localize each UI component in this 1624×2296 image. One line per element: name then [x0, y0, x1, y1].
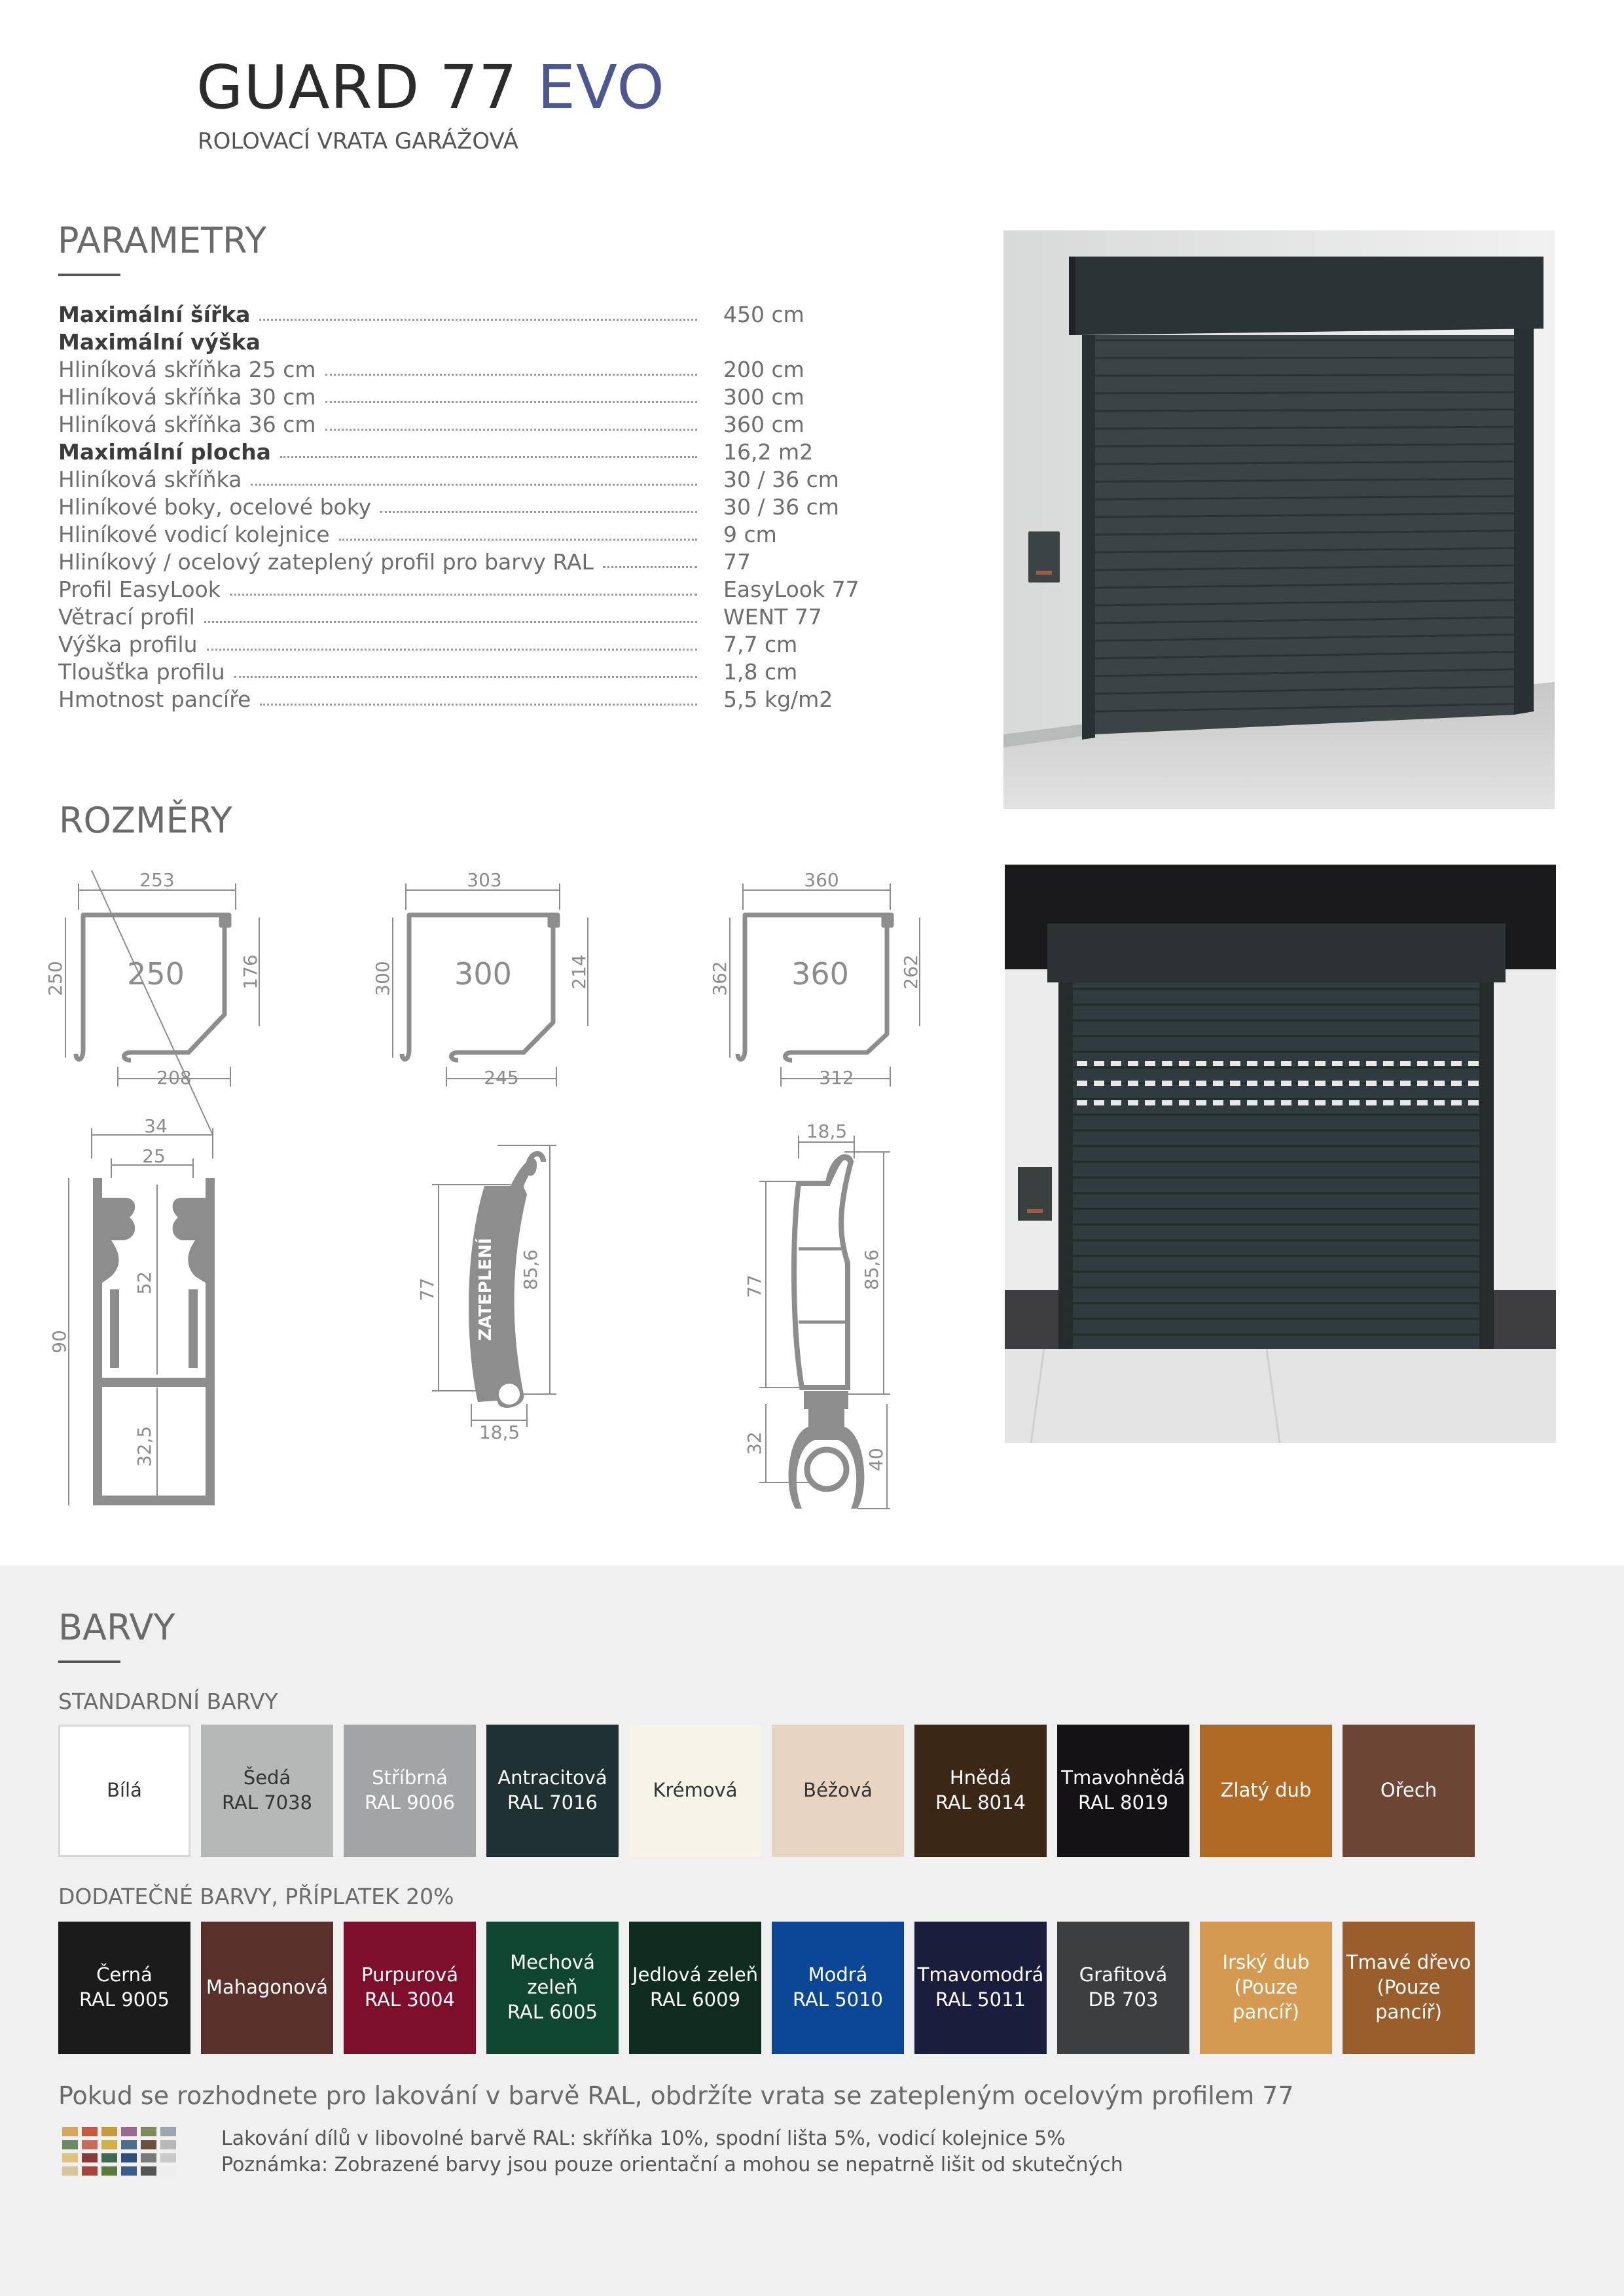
- param-label: Výška profilu: [58, 632, 198, 657]
- color-swatch: [486, 1922, 619, 2054]
- param-label: Profil EasyLook: [58, 577, 221, 602]
- title-accent: EVO: [537, 52, 665, 122]
- photo-ventilated-door: [1005, 865, 1556, 1443]
- standard-colors-label: STANDARDNÍ BARVY: [58, 1689, 278, 1714]
- param-value: 300 cm: [723, 384, 804, 410]
- params-heading: PARAMETRY: [58, 220, 267, 261]
- color-code: (Pouze pancíř): [1233, 1976, 1299, 2023]
- dim-box2-height: 300: [372, 961, 393, 996]
- color-swatch: [344, 1725, 476, 1857]
- color-name: Antracitová: [497, 1767, 607, 1789]
- photo-closed-door: [1003, 230, 1555, 809]
- param-row: [58, 575, 876, 602]
- color-name: Irský dub: [1222, 1951, 1310, 1974]
- color-swatch: [1343, 1725, 1475, 1857]
- params-rule: [58, 274, 120, 276]
- rail-upper: 52: [134, 1271, 155, 1295]
- colors-rule: [58, 1660, 120, 1663]
- dim-box1-height: 250: [45, 961, 66, 996]
- color-code: RAL 9006: [365, 1791, 455, 1814]
- param-value: 9 cm: [723, 522, 777, 547]
- rail-lower: 32,5: [134, 1426, 155, 1467]
- color-code: RAL 5010: [793, 1988, 883, 2011]
- color-swatch: [201, 1725, 333, 1857]
- color-swatch: [58, 1725, 190, 1857]
- color-code: RAL 7038: [222, 1791, 312, 1814]
- color-code: (Pouze pancíř): [1375, 1976, 1442, 2023]
- param-label: Hliníkové vodicí kolejnice: [58, 522, 330, 547]
- param-value: 30 / 36 cm: [723, 467, 839, 492]
- color-code: RAL 7016: [507, 1791, 598, 1814]
- color-code: RAL 6009: [649, 1988, 740, 2011]
- insulated-profile: [416, 1145, 556, 1443]
- dot-leader: [280, 456, 697, 458]
- color-swatch: [772, 1725, 904, 1857]
- color-name: Bílá: [107, 1779, 142, 1802]
- color-code: RAL 6005: [507, 2000, 598, 2023]
- param-value: 450 cm: [723, 302, 804, 327]
- color-swatch: [772, 1922, 904, 2054]
- color-code: RAL 5011: [935, 1988, 1026, 2011]
- insulated-height: 77: [416, 1278, 438, 1301]
- dot-leader: [251, 484, 697, 486]
- param-label: Hliníková skříňka 30 cm: [58, 384, 316, 410]
- param-row: [58, 465, 876, 492]
- color-name: Mechová zeleň: [510, 1951, 595, 1999]
- param-label: Hliníková skříňka 36 cm: [58, 412, 316, 437]
- color-name: Purpurová: [361, 1964, 459, 1986]
- dim-box3-height: 362: [709, 961, 731, 996]
- dimension-drawings: [39, 870, 956, 1525]
- colors-heading: BARVY: [58, 1607, 175, 1648]
- param-row: [58, 300, 876, 327]
- bottom-bar-height: 32: [744, 1431, 765, 1455]
- param-label: Maximální plocha: [58, 439, 271, 465]
- dimensions-heading: ROZMĚRY: [59, 800, 232, 841]
- color-swatch: [914, 1725, 1047, 1857]
- rail-height: 90: [48, 1330, 70, 1354]
- color-code: DB 703: [1088, 1988, 1159, 2011]
- dot-leader: [603, 566, 697, 568]
- dot-leader: [259, 319, 697, 321]
- color-swatch: [201, 1922, 333, 2054]
- param-row: [58, 410, 876, 437]
- color-name: Grafitová: [1079, 1964, 1168, 1986]
- param-label: Maximální šířka: [58, 302, 251, 327]
- insulated-thickness: 18,5: [478, 1422, 520, 1443]
- color-name: Stříbrná: [372, 1767, 448, 1789]
- param-value: WENT 77: [723, 604, 822, 630]
- color-code: RAL 8014: [935, 1791, 1026, 1814]
- param-label: Hliníková skříňka 25 cm: [58, 357, 316, 382]
- bottom-outer-height: 85,6: [861, 1249, 882, 1291]
- color-code: RAL 3004: [365, 1988, 455, 2011]
- param-row: [58, 685, 876, 712]
- param-row: [58, 602, 876, 630]
- param-label: Hliníkové boky, ocelové boky: [58, 494, 372, 520]
- rail-inner-width: 25: [142, 1145, 166, 1167]
- color-name: Mahagonová: [206, 1976, 329, 1999]
- bottom-thickness: 18,5: [806, 1121, 848, 1142]
- param-value: 77: [723, 549, 751, 575]
- dot-leader: [207, 649, 697, 651]
- bottom-height: 77: [744, 1274, 765, 1298]
- dim-box1-inner: 176: [240, 954, 261, 990]
- color-name: Tmavomodrá: [917, 1964, 1044, 1986]
- param-row: [58, 382, 876, 410]
- color-name: Krémová: [653, 1779, 738, 1802]
- dot-leader: [204, 621, 697, 623]
- dim-box3-inner: 262: [900, 954, 922, 990]
- color-swatch: [1200, 1725, 1332, 1857]
- color-swatch: [1057, 1922, 1189, 2054]
- color-name: Hnědá: [949, 1767, 1012, 1789]
- param-label: Maximální výška: [58, 329, 261, 355]
- bottom-profile: [744, 1121, 890, 1509]
- param-row: [58, 437, 876, 465]
- color-code: RAL 9005: [79, 1988, 170, 2011]
- dim-box2-center: 300: [454, 956, 512, 992]
- color-swatch: [629, 1922, 761, 2054]
- param-row: [58, 547, 876, 575]
- dot-leader: [230, 594, 697, 596]
- param-label: Větrací profil: [58, 604, 195, 630]
- dim-box3-width: 360: [804, 870, 839, 891]
- color-name: Černá: [96, 1964, 153, 1986]
- extra-swatch-row: [58, 1922, 1485, 2054]
- param-row: [58, 657, 876, 685]
- param-value: 1,8 cm: [723, 659, 798, 685]
- dot-leader: [234, 676, 697, 678]
- param-value: 360 cm: [723, 412, 804, 437]
- param-value: EasyLook 77: [723, 577, 859, 602]
- dim-box3-center: 360: [791, 956, 849, 992]
- dot-leader: [339, 539, 697, 541]
- dot-leader: [325, 401, 697, 403]
- product-title: [196, 52, 665, 122]
- dot-leader: [325, 374, 697, 376]
- color-code: RAL 8019: [1077, 1791, 1168, 1814]
- dim-box2-inner: 214: [568, 954, 590, 990]
- color-swatch: [486, 1725, 619, 1857]
- extra-colors-label: DODATEČNÉ BARVY, PŘÍPLATEK 20%: [58, 1884, 454, 1909]
- insulated-label: ZATEPLENÍ: [476, 1238, 496, 1341]
- dim-box1-center: 250: [127, 956, 185, 992]
- param-value: 7,7 cm: [723, 632, 798, 657]
- footnote-disclaimer: Poznámka: Zobrazené barvy jsou pouze orientační a mohou se nepatrně lišit od skutečných: [221, 2153, 1123, 2176]
- color-name: Tmavé dřevo: [1346, 1951, 1471, 1974]
- param-label: Hliníkový / ocelový zateplený profil pro barvy RAL: [58, 549, 594, 575]
- dot-leader: [380, 511, 697, 513]
- color-name: Béžová: [803, 1779, 873, 1802]
- param-label: Tloušťka profilu: [58, 659, 225, 685]
- param-row: [58, 520, 876, 547]
- standard-swatch-row: [58, 1725, 1485, 1857]
- color-name: Jedlová zeleň: [632, 1964, 759, 1986]
- dot-leader: [325, 429, 697, 431]
- color-name: Ořech: [1380, 1779, 1437, 1802]
- param-label: Hmotnost pancíře: [58, 687, 251, 712]
- bottom-bar-outer: 40: [865, 1448, 887, 1471]
- dim-box2-width: 303: [467, 870, 502, 891]
- color-swatch: [914, 1922, 1047, 2054]
- color-swatch: [1057, 1725, 1189, 1857]
- color-name: Zlatý dub: [1220, 1779, 1312, 1802]
- param-value: 5,5 kg/m2: [723, 687, 833, 712]
- param-value: 16,2 m2: [723, 439, 814, 465]
- param-row: [58, 630, 876, 657]
- ral-note: Pokud se rozhodnete pro lakování v barvě RAL, obdržíte vrata se zatepleným ocelovým profilem 77: [58, 2081, 1294, 2110]
- param-value: 200 cm: [723, 357, 804, 382]
- dim-box1-bottom: 208: [156, 1067, 192, 1088]
- color-name: Tmavohnědá: [1061, 1767, 1185, 1789]
- param-row: [58, 355, 876, 382]
- color-swatch: [58, 1922, 190, 2054]
- footnote-ral: Lakování dílů v libovolné barvě RAL: skříňka 10%, spodní lišta 5%, vodicí kolejnice 5%: [221, 2127, 1066, 2150]
- dot-leader: [260, 704, 697, 706]
- color-name: Modrá: [808, 1964, 868, 1986]
- insulated-outer-height: 85,6: [520, 1249, 541, 1291]
- color-swatch: [1343, 1922, 1475, 2054]
- color-swatch: [1200, 1922, 1332, 2054]
- param-row: [58, 492, 876, 520]
- ral-palette-icon: [62, 2127, 180, 2185]
- subtitle: ROLOVACÍ VRATA GARÁŽOVÁ: [198, 128, 518, 154]
- param-row: [58, 327, 876, 355]
- param-value: 30 / 36 cm: [723, 494, 839, 520]
- dim-box2-bottom: 245: [484, 1067, 519, 1088]
- dim-box1-width: 253: [139, 870, 175, 891]
- param-label: Hliníková skříňka: [58, 467, 242, 492]
- dim-box3-bottom: 312: [819, 1067, 854, 1088]
- color-swatch: [629, 1725, 761, 1857]
- color-name: Šedá: [243, 1767, 291, 1789]
- rail-outer-width: 34: [144, 1115, 168, 1137]
- title-main: GUARD 77: [196, 52, 518, 122]
- color-swatch: [344, 1922, 476, 2054]
- params-table: [58, 300, 876, 712]
